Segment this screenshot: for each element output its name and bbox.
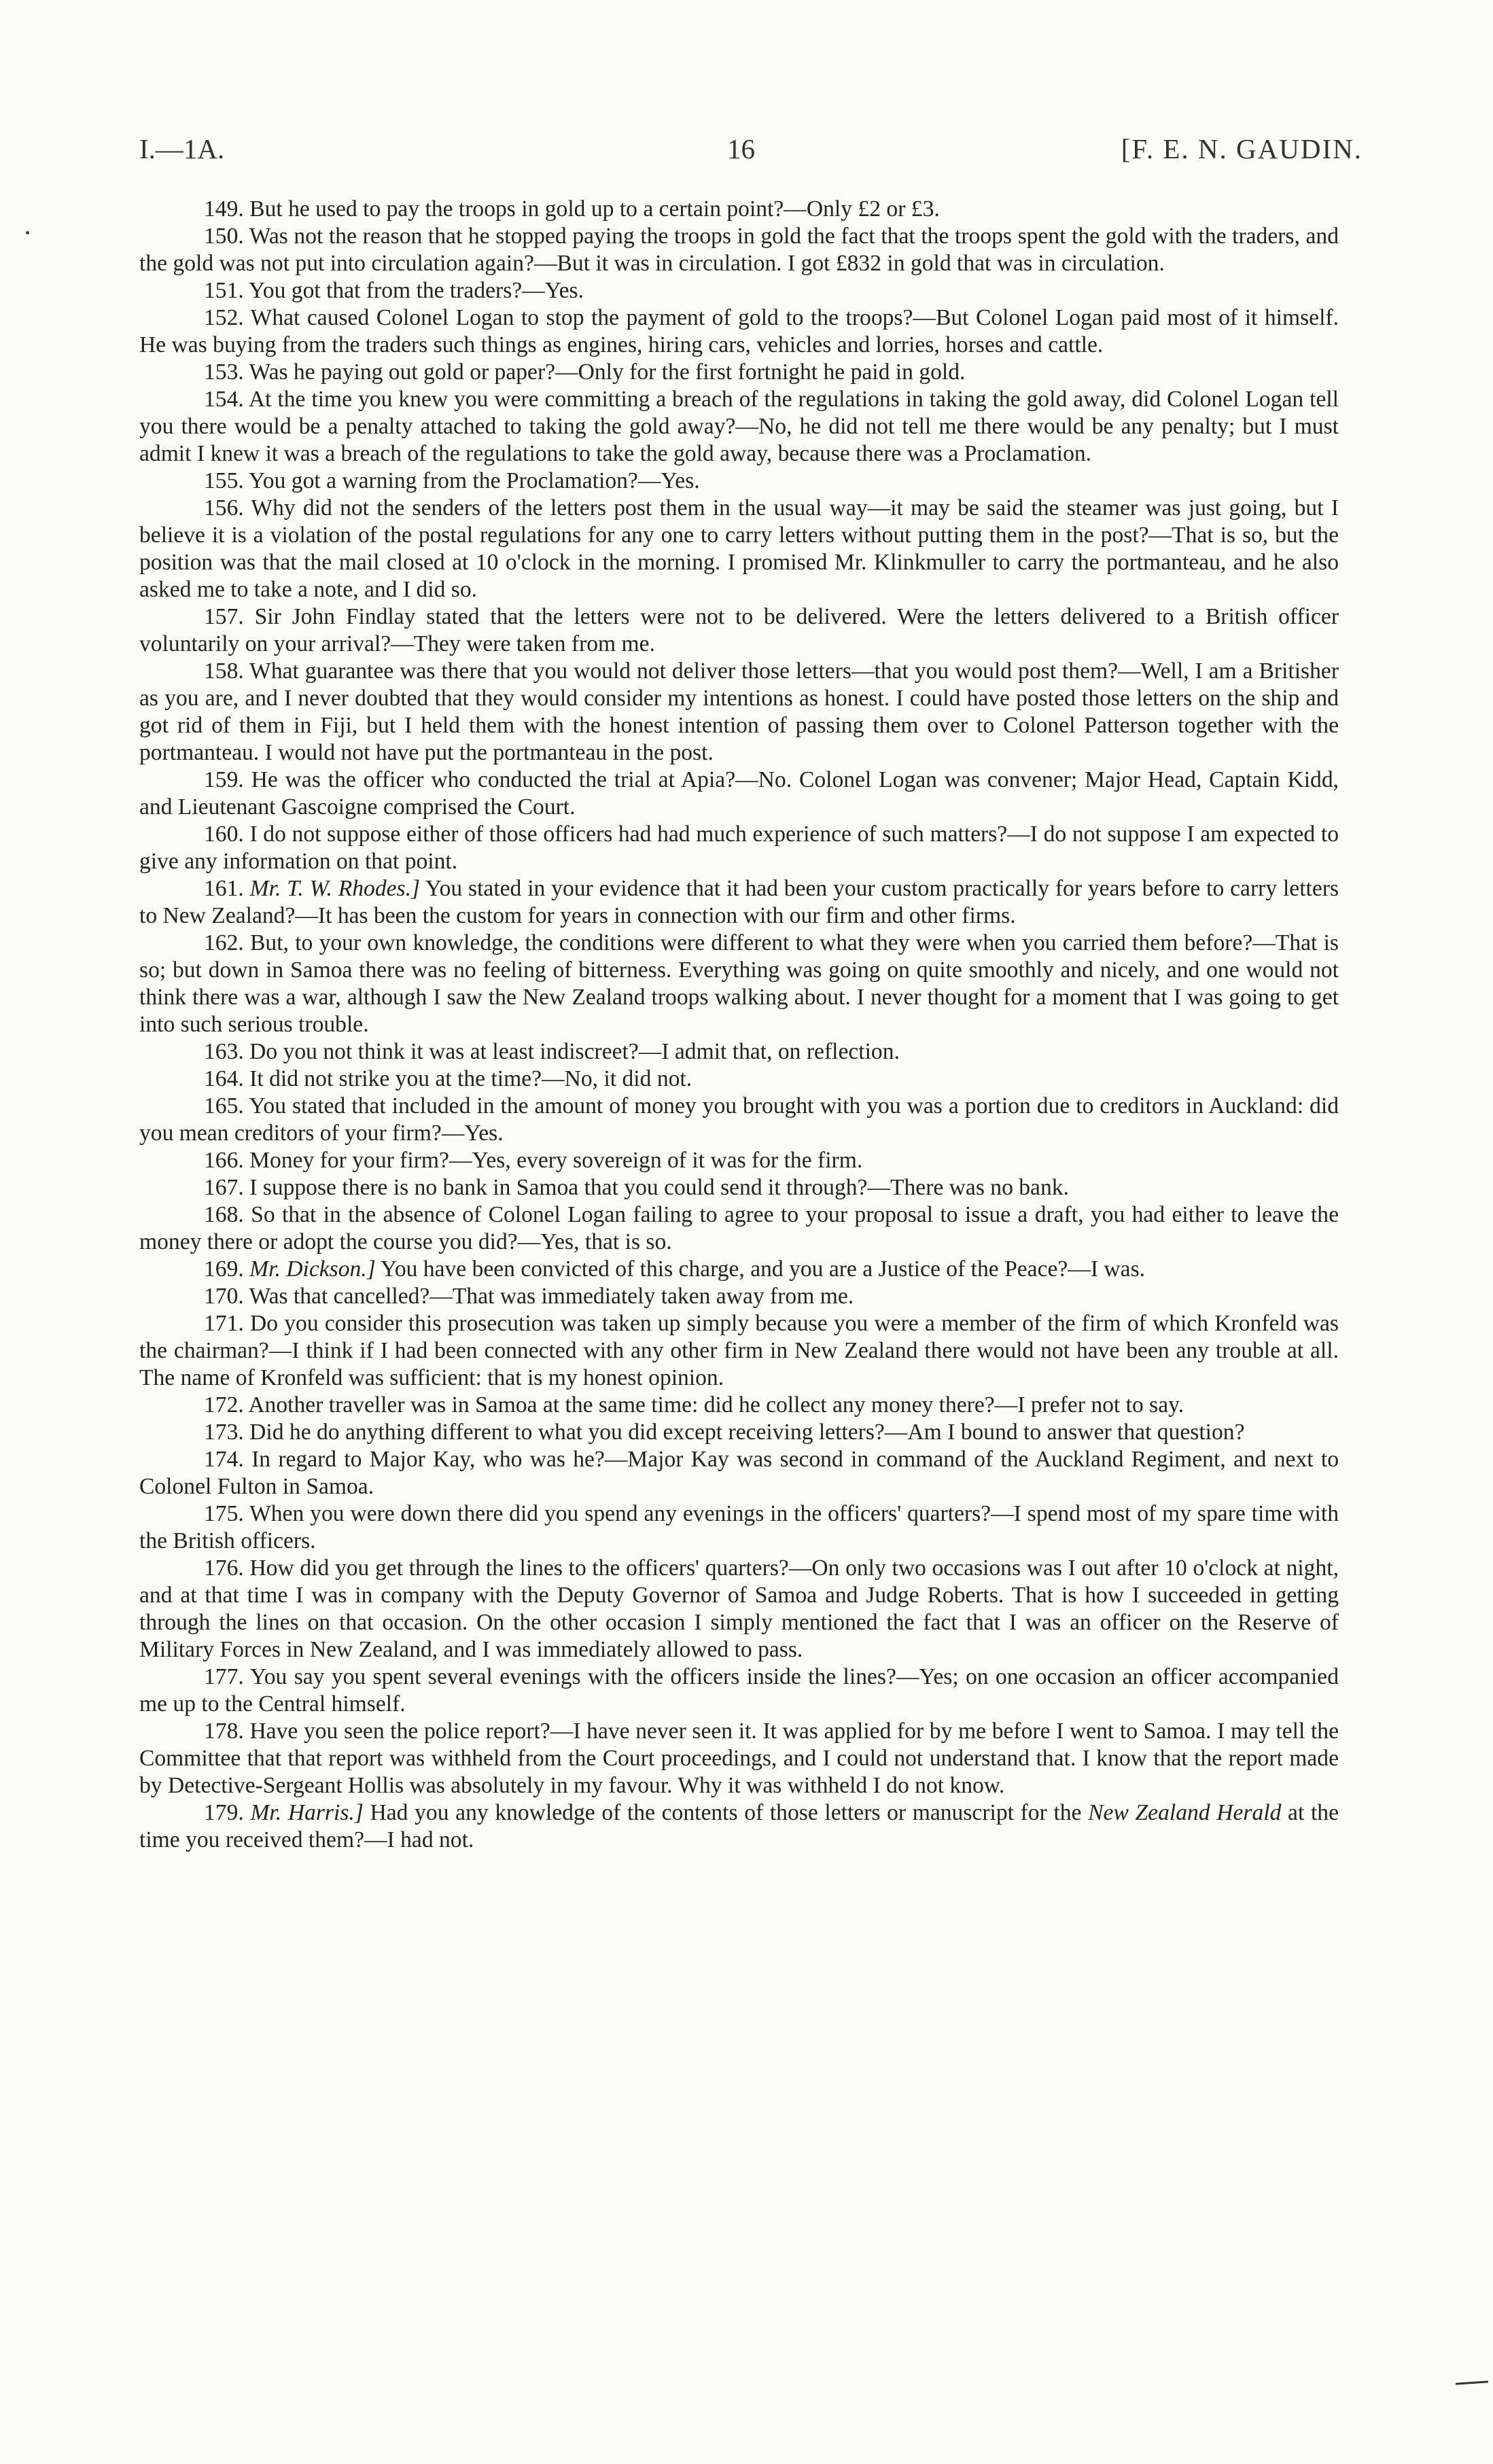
question-text: You have been convicted of this charge, and you are a Justice of the Peace?—I was. bbox=[380, 1256, 1146, 1282]
question-paragraph bbox=[139, 386, 1339, 468]
question-number: 150. bbox=[204, 224, 244, 249]
question-paragraph bbox=[139, 1310, 1339, 1392]
speaker-label: Mr. T. W. Rhodes.] bbox=[249, 876, 421, 901]
question-text: What guarantee was there that you would not deliver those letters—that you would post them?—Well, I am a Britisher as you are, and I never doubted that they would consider my intentions as honest. I could have posted those letters on the ship and got rid of them in Fiji, but I held them with the honest intention of passing them over to Colonel Patterson together with the portmanteau. I would not have put the portmanteau in the post. bbox=[139, 658, 1339, 765]
question-paragraph bbox=[139, 495, 1339, 603]
question-number: 158. bbox=[204, 658, 244, 684]
question-number: 162. bbox=[204, 930, 244, 955]
question-text: Do you consider this prosecution was taken up simply because you were a member of the firm of which Kronfeld was the chairman?—I think if I had been connected with any other firm in New Zealand there would not have been any trouble at all. The name of Kronfeld was sufficient: that is my honest opinion. bbox=[139, 1311, 1339, 1390]
question-text: What caused Colonel Logan to stop the payment of gold to the troops?—But Colonel Logan paid most of it himself. He was buying from the traders such things as engines, hiring cars, vehicles and lorries, horses and cattle. bbox=[139, 305, 1339, 357]
question-text: Sir John Findlay stated that the letters were not to be delivered. Were the letters delivered to a British officer voluntarily on your arrival?—They were taken from me. bbox=[139, 604, 1339, 656]
question-number: 153. bbox=[204, 359, 244, 385]
question-paragraph bbox=[139, 1555, 1339, 1664]
question-paragraph bbox=[139, 603, 1339, 658]
question-text: When you were down there did you spend any evenings in the officers' quarters?—I spend most of my spare time with the British officers. bbox=[139, 1501, 1339, 1553]
question-text: Had you any knowledge of the contents of those letters or manuscript for the bbox=[370, 1800, 1082, 1825]
question-text: In regard to Major Kay, who was he?—Major Kay was second in command of the Auckland Regiment, and next to Colonel Fulton in Samoa. bbox=[139, 1447, 1339, 1499]
page-header bbox=[139, 133, 1363, 173]
question-paragraph bbox=[139, 1256, 1339, 1283]
question-text: You say you spent several evenings with the officers inside the lines?—Yes; on one occasion an officer accompanied me up to the Central himself. bbox=[139, 1664, 1339, 1717]
margin-dot bbox=[26, 231, 29, 234]
question-paragraph bbox=[139, 658, 1339, 767]
speaker-label: Mr. Dickson.] bbox=[249, 1256, 376, 1282]
question-number: 177. bbox=[204, 1664, 244, 1689]
question-text: But he used to pay the troops in gold up to a certain point?—Only £2 or £3. bbox=[249, 196, 940, 222]
question-text: You got that from the traders?—Yes. bbox=[248, 278, 584, 303]
question-number: 154. bbox=[204, 387, 244, 412]
question-paragraph bbox=[139, 1201, 1339, 1256]
question-number: 165. bbox=[204, 1093, 244, 1119]
question-paragraph bbox=[139, 1093, 1339, 1147]
question-paragraph bbox=[139, 1066, 1339, 1093]
question-number: 163. bbox=[204, 1039, 244, 1064]
question-text: How did you get through the lines to the officers' quarters?—On only two occasions was I out after 10 o'clock at night, and at that time I was in company with the Deputy Governor of Samoa and Judge Roberts. That is how I succeeded in getting through the lines on that occasion. On the other occasion I simply mentioned the fact that I was an officer on the Reserve of Military Forces in New Zealand, and I was immediately allowed to pass. bbox=[139, 1555, 1339, 1662]
question-number: 155. bbox=[204, 468, 244, 493]
question-number: 175. bbox=[204, 1501, 244, 1526]
question-text: Was that cancelled?—That was immediately taken away from me. bbox=[249, 1284, 854, 1309]
question-text: Have you seen the police report?—I have never seen it. It was applied for by me before I went to Samoa. I may tell the Committee that that report was withheld from the Court proceedings, and I could not understand that. I know that the report made by Detective-Sergeant Hollis was absolutely in my favour. Why it was withheld I do not know. bbox=[139, 1719, 1339, 1798]
question-paragraph bbox=[139, 930, 1339, 1038]
question-number: 149. bbox=[204, 196, 244, 222]
question-text: Did he do anything different to what you did except receiving letters?—Am I bound to answer that question? bbox=[249, 1420, 1245, 1445]
question-paragraph bbox=[139, 1392, 1339, 1419]
question-number: 176. bbox=[204, 1555, 244, 1581]
question-text: Money for your firm?—Yes, every sovereign of it was for the firm. bbox=[249, 1148, 863, 1173]
question-text: Was he paying out gold or paper?—Only for the first fortnight he paid in gold. bbox=[249, 359, 966, 385]
question-text: Do you not think it was at least indiscreet?—I admit that, on reflection. bbox=[249, 1039, 900, 1064]
question-text: You stated that included in the amount of money you brought with you was a portion due to creditors in Auckland: did you mean creditors of your firm?—Yes. bbox=[139, 1093, 1339, 1146]
question-number: 167. bbox=[204, 1175, 244, 1200]
question-text: You got a warning from the Proclamation?—Yes. bbox=[248, 468, 700, 493]
question-paragraph bbox=[139, 1147, 1339, 1174]
question-number: 170. bbox=[204, 1284, 244, 1309]
question-number: 179. bbox=[204, 1800, 244, 1825]
question-number: 151. bbox=[204, 278, 244, 303]
question-paragraph bbox=[139, 1664, 1339, 1718]
question-number: 168. bbox=[204, 1202, 244, 1227]
question-number: 160. bbox=[204, 822, 244, 847]
question-paragraph bbox=[139, 821, 1339, 875]
question-number: 152. bbox=[204, 305, 244, 330]
question-paragraph bbox=[139, 875, 1339, 930]
question-number: 178. bbox=[204, 1719, 244, 1744]
question-paragraph bbox=[139, 1718, 1339, 1799]
question-list bbox=[139, 196, 1339, 1799]
question-paragraph bbox=[139, 767, 1339, 821]
question-text: Was not the reason that he stopped paying the troops in gold the fact that the troops spent the gold with the traders, and the gold was not put into circulation again?—But it was in circulation. I got £832 in gold that was in circulation. bbox=[139, 224, 1339, 276]
question-text: He was the officer who conducted the trial at Apia?—No. Colonel Logan was convener; Major Head, Captain Kidd, and Lieutenant Gascoigne comprised the Court. bbox=[139, 767, 1339, 820]
question-number: 171. bbox=[204, 1311, 244, 1336]
question-text: I do not suppose either of those officers had had much experience of such matters?—I do not suppose I am expected to give any information on that point. bbox=[139, 822, 1339, 874]
question-paragraph bbox=[139, 304, 1339, 359]
question-text: You stated in your evidence that it had been your custom practically for years before to carry letters to New Zealand?—It has been the custom for years in connection with our firm and other firms. bbox=[139, 876, 1339, 928]
question-paragraph bbox=[139, 1446, 1339, 1500]
question-number: 164. bbox=[204, 1066, 244, 1091]
question-text: Another traveller was in Samoa at the same time: did he collect any money there?—I prefer not to say. bbox=[248, 1392, 1184, 1418]
question-text: I suppose there is no bank in Samoa that you could send it through?—There was no bank. bbox=[249, 1175, 1069, 1200]
question-text: Why did not the senders of the letters post them in the usual way—it may be said the steamer was just going, but I believe it is a violation of the postal regulations for any one to carry letters without putting them in the post?—That is so, but the position was that the mail closed at 10 o'clock in the morning. I promised Mr. Klinkmuller to carry the portmanteau, and he also asked me to take a note, and I did so. bbox=[139, 495, 1339, 602]
question-paragraph bbox=[139, 1038, 1339, 1066]
paper-reference: I.—1A. bbox=[139, 133, 225, 164]
question-number: 174. bbox=[204, 1447, 244, 1472]
question-number: 166. bbox=[204, 1148, 244, 1173]
margin-dash bbox=[1456, 2380, 1488, 2384]
question-number: 173. bbox=[204, 1420, 244, 1445]
witness-name: [F. E. N. GAUDIN. bbox=[1121, 133, 1363, 164]
question-paragraph bbox=[139, 359, 1339, 386]
question-number: 157. bbox=[204, 604, 244, 629]
question-paragraph bbox=[139, 277, 1339, 304]
page-number: 16 bbox=[727, 133, 755, 164]
question-number: 169. bbox=[204, 1256, 244, 1282]
question-number: 161. bbox=[204, 876, 244, 901]
question-text: But, to your own knowledge, the conditions were different to what they were when you carried them before?—That is so; but down in Samoa there was no feeling of bitterness. Everything was going on quite smoothly and nicely, and one would not think there was a war, although I saw the New Zealand troops walking about. I never thought for a moment that I was going to get into such serious trouble. bbox=[139, 930, 1339, 1037]
question-paragraph-179 bbox=[139, 1799, 1339, 1854]
question-paragraph bbox=[139, 1174, 1339, 1201]
question-paragraph bbox=[139, 468, 1339, 495]
question-text: So that in the absence of Colonel Logan failing to agree to your proposal to issue a draft, you had either to leave the money there or adopt the course you did?—Yes, that is so. bbox=[139, 1202, 1339, 1254]
question-paragraph bbox=[139, 1283, 1339, 1310]
question-paragraph bbox=[139, 1500, 1339, 1555]
document-body bbox=[139, 196, 1339, 1854]
question-number: 172. bbox=[204, 1392, 244, 1418]
speaker-label: Mr. Harris.] bbox=[250, 1800, 364, 1825]
newspaper-title: New Zealand Herald bbox=[1088, 1800, 1282, 1825]
question-paragraph bbox=[139, 223, 1339, 277]
question-text: At the time you knew you were committing a breach of the regulations in taking the gold away, did Colonel Logan tell you there would be a penalty attached to taking the gold away?—No, he did not tell me there would be any penalty; but I must admit I knew it was a breach of the regulations to take the gold away, because there was a Proclamation. bbox=[139, 387, 1339, 466]
question-paragraph bbox=[139, 1419, 1339, 1446]
question-number: 159. bbox=[204, 767, 244, 792]
question-number: 156. bbox=[204, 495, 244, 521]
question-text: It did not strike you at the time?—No, it did not. bbox=[249, 1066, 692, 1091]
question-paragraph bbox=[139, 196, 1339, 223]
question-text-end: at the time you received them?—I had not. bbox=[139, 1800, 1339, 1852]
